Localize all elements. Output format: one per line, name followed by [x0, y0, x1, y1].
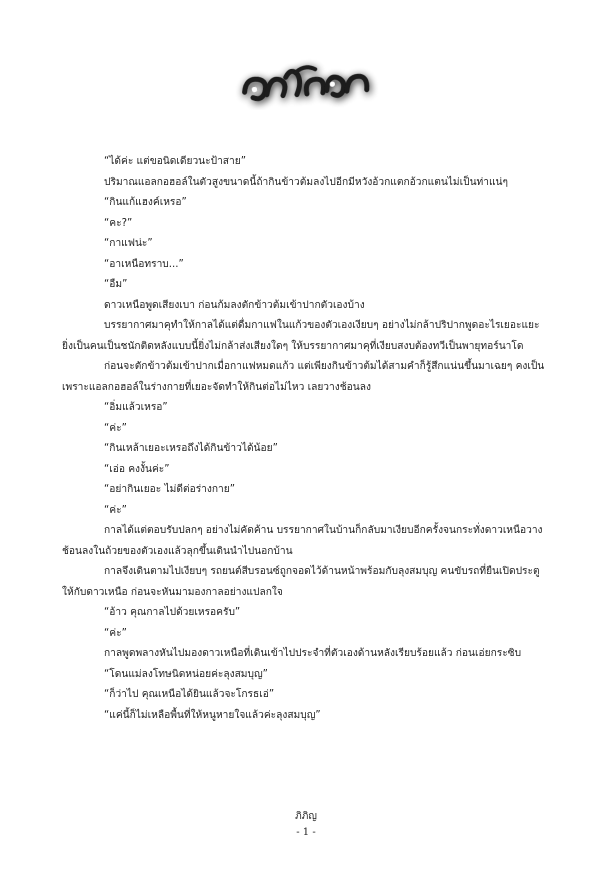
- dialogue-line: “ค่ะ”: [104, 627, 127, 639]
- dialogue-line: ดาวเหนือพูดเสียงเบา ก่อนก้มลงตักข้าวต้มเข้าปากตัวเองบ้าง: [104, 299, 365, 311]
- dialogue-line: “กินเหล้าเยอะเหรอถึงได้กินข้าวได้น้อย”: [104, 443, 278, 454]
- dialogue-line: “ได้ค่ะ แต่ขอนิดเดียวนะป้าสาย”: [104, 156, 246, 167]
- dialogue-line: “เอ่อ คงงั้นค่ะ”: [104, 463, 170, 475]
- dialogue-line: “อืม”: [104, 279, 128, 290]
- narration-paragraph: บรรยากาศมาคุทำให้กาลได้แต่ดื่มกาแฟในแก้วของตัวเองเงียบๆ อย่างไม่กล้าปริปากพูดอะไรเยอะแยะ ยิ่งเป็นคนเป็นชนักติดหลังแบบนี้ยิ่งไม่กล้าส่งเสียงใดๆ ให้บรรยากาศมาคุที่เงียบสงบต้องทวีเป็นพายุทอร์นาโด: [62, 320, 540, 352]
- dialogue-line: “ค่ะ”: [104, 504, 127, 516]
- narration-paragraph: กาลจึงเดินตามไปเงียบๆ รถยนต์สีบรอนซ์ถูกจอดไว้ด้านหน้าพร้อมกับลุงสมบุญ คนขับรถที่ยืนเปิดประตูให้กับดาวเหนือ ก่อนจะหันมามองกาลอย่างแปลกใจ: [62, 566, 540, 598]
- dialogue-line: “คะ?”: [104, 217, 133, 229]
- dialogue-line: “อาเหนือทราบ...”: [104, 258, 184, 270]
- dialogue-line: “กาแฟน่ะ”: [104, 238, 153, 249]
- dialogue-line: “โดนแม่ลงโทษนิดหน่อยค่ะลุงสมบุญ”: [104, 668, 268, 680]
- page-number: - 1 -: [296, 827, 316, 838]
- dialogue-line: “กินแก้แฮงค์เหรอ”: [104, 197, 187, 208]
- dialogue-line: “อิ่มแล้วเหรอ”: [104, 402, 168, 413]
- title-logo-graphic: [230, 52, 380, 110]
- dialogue-line: “ก็ว่าไป คุณเหนือได้ยินแล้วจะโกรธเอ่”: [104, 689, 275, 700]
- narration-paragraph: กาลได้แต่ตอบรับปลกๆ อย่างไม่คัดค้าน บรรยากาศในบ้านก็กลับมาเงียบอีกครั้งจนกระทั่งดาวเหนือวางช้อนลงในถ้วยของตัวเองแล้วลุกขึ้นเดินนำไปนอกบ้าน: [62, 525, 543, 557]
- narration-paragraph: กาลพูดพลางหันไปมองดาวเหนือที่เดินเข้าไปประจำที่ตัวเองด้านหลังเรียบร้อยแล้ว ก่อนเอ่ยกระซิบ: [104, 648, 522, 659]
- dialogue-line: “แค่นี้ก็ไม่เหลือพื้นที่ให้หนูหายใจแล้วค่ะลุงสมบุญ”: [104, 709, 321, 721]
- title-logo: [230, 52, 380, 110]
- author-name: ภิภิญ: [295, 811, 317, 822]
- narration-paragraph: ก่อนจะตักข้าวต้มเข้าปากเมื่อกาแฟหมดแก้ว แต่เพียงกินข้าวต้มได้สามคำก็รู้สึกแน่นขึ้นมาเฉยๆ คงเป็นเพราะแอลกอฮอล์ในร่างกายที่เยอะจัดทำให้กินต่อไม่ไหว เลยวางช้อนลง: [62, 361, 545, 393]
- dialogue-line: “อย่ากินเยอะ ไม่ดีต่อร่างกาย”: [104, 484, 235, 495]
- dialogue-line: ปริมาณแอลกอฮอล์ในตัวสูงขนาดนี้ถ้ากินข้าวต้มลงไปอีกมีหวังอ้วกแตกอ้วกแตนไม่เป็นท่าแน่ๆ: [104, 176, 508, 188]
- chapter-body: [62, 152, 548, 726]
- dialogue-line: “อ้าว คุณกาลไปด้วยเหรอครับ”: [104, 607, 241, 618]
- dialogue-line: “ค่ะ”: [104, 422, 127, 434]
